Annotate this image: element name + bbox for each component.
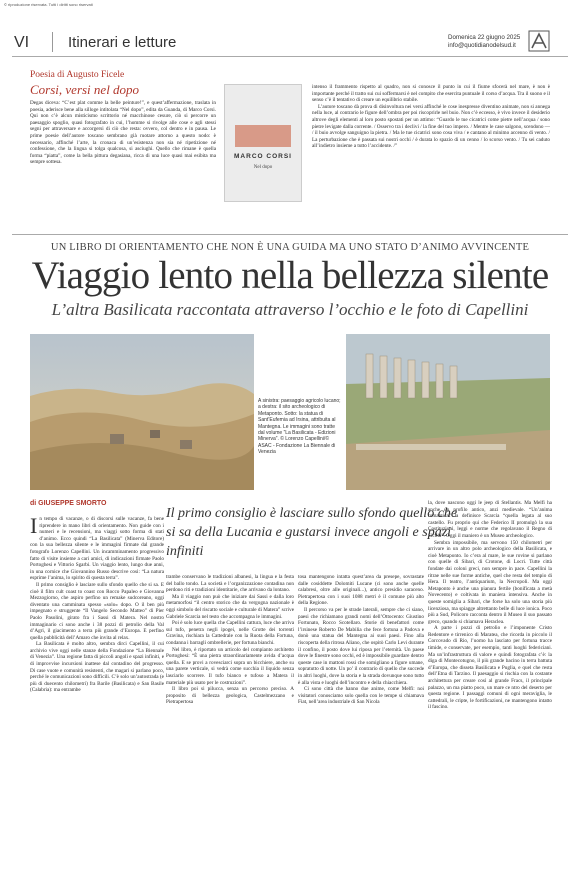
article-column-1: [30, 516, 164, 866]
issue-date: Domenica 22 giugno 2025: [448, 34, 521, 41]
section-rule: [12, 234, 568, 235]
photo-metaponto: [346, 334, 550, 490]
poetry-kicker: Poesia di Augusto Ficele: [30, 70, 125, 80]
article-paragraph: Il percorso va per le strade laterali, sempre che ci siano, paesi che richiamano grandi nomi dell’Ottocento: Giustino Fortunato, Rocco Scotellaro. Storie di benefattori come l’irsinese Roberto De Mabilia che fece fortuna a Padova e donò una statua del Mantegna ai suoi paesi. Fino alla riscoperta della ritrosa Aliano, che ospitò Carlo Levi durante il confino, il posto dove lui riposa per l’eternità. Un paese dove le finestre sono occhi, ed è impossibile guardare dentro queste case in mattoni rossi che somigliano a figure umane, sopratutto di notte. Un po’ il contrario di quello che succede in altri luoghi, dove la storia e la strada dovunque sono tutto è alla vista e luoghi dell’incontro e della chiacchiera.: [298, 606, 424, 686]
poetry-paragraph: intenso il frammento rispetto al quadro, non si conosce il punto in cui il fiume sfocerà nel mare, è non è importante perché il tratto sui cui soffermarsi è nel compito che esercita puntuale il corso d’acqua. Tra il suono e il senso c’è il tentativo di creare un equilibrio stabile.: [312, 84, 550, 104]
header-rule: [12, 56, 568, 57]
article-headline: Viaggio lento nella bellezza silente: [31, 254, 549, 297]
contact-email: info@quotidianodelsud.it: [448, 42, 516, 49]
book-title: Nel dopo: [253, 165, 273, 170]
article-column-4: [428, 500, 552, 866]
photo-landscape: [30, 334, 254, 490]
poetry-column-1: [30, 100, 216, 226]
article-paragraph: Ma il viaggio non può che iniziare dai Sassi e dalla loro metamorfosi “il centro storico che da vergogna nazionale è oggi simbolo del riscatto sociale e culturale di Matera” scrive Gabriele Scarcia nel testo che accompagna le immagini.: [166, 593, 294, 620]
article-paragraph: Ci sono città che hanno due anime, come Melfi: noi visitatori conosciamo solo quella con le tempe si chiamava Fiat, nell’area industriale di San Nicola: [298, 686, 424, 706]
article-paragraph: Poi è solo luce quella che Capellini cattura, luce che arriva sul tufo, penetra negli ipogei, nelle Grotte dei torrenti Gravina, rischiara la Cattedrale con la Ruota della Fortuna, condanna i barragli ombrellerie, per fortuna bianchi.: [166, 620, 294, 646]
article-paragraph: Sembra impossibile, ma servono 150 chilometri per arrivare in un altro polo archeologico della Basilicata, e cioè Metaponto. Io c’era al mare, le sue rovine si parlano con quelle di Sibari, di Crotone, di Locri. Tutte città fondate dai coloni greci, non sempre in pace. Capellini la ritrae nelle sue forme antiche, quel che resta del tempio di Hera. Il teatro, l’antiquarium, la Necropoli. Ma oggi Metaponto è anche una pianura fertile (bonificata a metà Novecento) e coltivata in maniera intensiva. Anche in queste somiglia a Sibari, che forse ha solo una storia più licenziosa, ma spiagge altrettanto belle di luce ionica. Poco più a Sud, Policoro racconta dentro il Museo il suo passato greco, quando si chiamava Heraclea.: [428, 539, 552, 625]
header-divider: [52, 32, 53, 52]
article-column-3: [298, 574, 424, 866]
section-number: VI: [14, 34, 30, 51]
book-cover-art: [235, 125, 291, 147]
poetry-paragraph: L’autore toscano dà prova di disinvoltura nei versi affinché le cose inespresse diventino animate, non si annega nella luce, al contrario le figure dell’ombra per poi riscoprirle nel buio. Non c’è eccesso, è vivo invece il desiderio altrove degli elementi al loro posto spostati per un attimo: “Guardo le tue cicatrici come pietre nell’acqua / sono pietre levigate dalla corrente. / Osservo tra i declivi / la fine del tuo impero. / Mentre le case salgono, scendono — / il buio avvolge sanguigno la pietra. / Ma le tue cicatrici sono cosa viva / e cantano al minimo accenno di vento. / La perturbazione che è passata sui nostri occhi / è durata lo spazio di un cenno / lo scorso vento. / Tu sei caduto all’indietro insieme a tutto l’accidente. /”: [312, 103, 550, 150]
article-paragraph: tosa mantengono intatta quest’area da presepe, sovrastate dalle cosiddette Dolomiti Lucane (ci sono anche quelle calabresi, oltre alle originali...), antico presidio saraceno. Pietrapertosa con i suoi 1088 metri è il comune più alto della Regione.: [298, 574, 424, 607]
article-subheadline: L’altra Basilicata raccontata attraverso l’occhio e le foto di Capellini: [51, 300, 529, 319]
drop-cap: I: [30, 516, 38, 538]
newspaper-logo-icon: [528, 30, 550, 52]
byline: di GIUSEPPE SMORTO: [30, 500, 107, 507]
article-paragraph: n tempo di vacanze, o di discorsi sulle vacanze, fa bene riprendere in mano libri di orientamento. Non guide con i numeri e le recensioni, ma viaggi sotto forma di stati d’animo. Ecco quindi “La Basilicata” (Minerva Editore) con la sua bellezza silente e le immagini firmate dal grande fotografo Lorenzo Capellini. Un incamminamento progressivo fatto di visite insieme a cari amici, di indicazioni firmate Paolo Portoghesi e Vittorio Sgarbi. Un viaggio lento, lungo due anni, in una cornice che Giovannino Russo descrive così: “La natura esprime l’anima, lo spirito di questa terra”.: [30, 516, 164, 582]
poetry-title: Corsi, versi nel dopo: [30, 82, 140, 97]
article-column-2: [166, 574, 294, 866]
article-paragraph: Il libro poi si pilucca, senza un percorso preciso. A proposito di bellezza geologica, Castelmezzano e Pietrapertosa: [166, 686, 294, 706]
article-paragraph: A parte i pozzi di petrolio e l’imponente Cristo Redentore e tirrenico di Maratea, che ricorda in piccolo il Corcovado di Rio, l’uomo ha lasciato per fortuna tracce timide, e conservate, per esempio, tanti luoghi federiciani. Ma un’infrastruttura di valore e quindi fotografata c’è: la diga di Montecotugno, il più grande bacino in terra battuta d’Europa, che disseta Basilicata e Puglia, e quel che resta dell’Etna di Tarzino. Il paesaggio si rischia con la costante architettura per creare così al grande Fracs, il principale palazzo, un ma piatto poco, un mare ce ntro del deserto per questa regione. I passaggi comuni di ogni meraviglia, le cattedrali, le cripte, le fortificazioni, ne mantengono intatto il fascino.: [428, 625, 552, 711]
article-paragraph: Il primo consiglio è lasciare sullo sfondo quello che si sa. E cioè il film cult coast to coast con Rocco Papaleo e Giovanna Mezzogiorno, che aspiro perfino un remake sudcoreano, oggi diventato una camminata spesso «solo» dopo. O il ben più impegnato e struggente “Il Vangelo Secondo Matteo” di Pier Paolo Pasolini, girato fra i Sassi di Matera. Nel nostro immaginario ci sono anche i 38 pozzi di petrolio della Val d’Agri, il giacimento a terra più grande d’Europa. E perfino quella pubblicità dell’Amaro che invita al relax.: [30, 581, 164, 641]
copyright-notice: © riproduzione riservata. Tutti i diritti sono riservati: [4, 2, 93, 7]
section-name: Itinerari e letture: [68, 34, 177, 51]
article-paragraph: Nel libro, è riportato un articolo del compianto architetto Portoghesi: “È una pietra straordinariamente avida d’acqua quella. E se provi a rovesciarci sopra un bicchiere, anche su una parete verticale, si vedrà come succhia il liquido senza lasciarlo scorrere. Il tufo bianco e tufoso a Matera il materiale più usato per le costruzioni”.: [166, 646, 294, 686]
article-paragraph: La Basilicata è molto altro, sembra dirci Capellini, il cui archivio vive oggi nelle stanze della Fondazione “La Biennale di Venezia”. Una regione fatta di piccoli angoli e spazi infiniti, e di improvvise incursioni inattese dal contadino del progresso. Di case vuote e comunità resistenti, che magari si parlano poco, perché le comunicazioni sono difficili. C’è solo un’autostrada (e più di duecento chilometri) fra Barile (Basilicata) e San Basile (Calabria): ma entrambe: [30, 641, 164, 694]
poetry-column-2: [312, 84, 550, 226]
article-overline: UN LIBRO DI ORIENTAMENTO CHE NON È UNA GUIDA MA UNO STATO D’ANIMO AVVINCENTE: [50, 242, 530, 253]
book-cover: [224, 84, 302, 202]
pull-quote: Il primo consiglio è lasciare sullo sfondo quello che si sa della Lucania e gustarsi invece angoli e spazi infiniti: [166, 506, 458, 559]
poetry-paragraph: Degas diceva: “C’est plat comme la belle peinture!”, e quest’affermazione, traslata in poesia, aderisce bene alla silloge intitolata “Nel dopo”, edita da Guanda, di Marco Corsi. Qui non c’è alcun misticismo scrittorio né macchinose cesure, ciò si percorre un paesaggio spoglio, quasi fotografato in cui, l’homme si rivolge alle cose e agli stessi segni per attraversare e accorgersi di ciò che resta: ovvero, col dentro e in pausa. Le prime poesie dell’autore toscano sembrano già ruotare attorno a questo nodo: è necessario, affinché l’arte, la cronaca di un’esistenza non sia né ripetizione né confessione, che la lingua si tolga qualcosa, si asciughi. Quello che rimane è quella forma “piatta”, come la bella pittura degasiana, ricca di una luce quasi mai esibita ma sempre sottesa.: [30, 100, 216, 166]
article-paragraph: trambe conservano le tradizioni albanesi, la lingua e la festa del ballo tondo. La società e l’organizzazione contadina non perdono riti e tradizioni identitarie, che arrivano da lontano.: [166, 574, 294, 594]
photo-caption: A sinistra: paesaggio agricolo lucano; a destra: il sito archeologico di Metaponto. Sotto: la statua di Sant’Eufemia ad Irsina, attribuita al Mantegna. Le immagini sono tratte dal volume “La Basilicata - Edizioni Minerva”. © Lorenzo Capellini/© ASAC - Fondazione La Biennale di Venezia: [258, 398, 341, 456]
book-author: MARCO CORSI: [234, 153, 292, 160]
article-paragraph: la, dove nascono oggi le jeep di Stellantis. Ma Melfi ha anche un profilo antico, anzi medievale. “Un’anima romantica” la definisce Scarcia “quella legata al suo castello. Fu proprio qui che Federico II promulgò la sua Costituzioni, leggi e norme che regolavano il Regno di Sicilia”. Oggi il maniero è un Museo archeologico.: [428, 500, 552, 539]
